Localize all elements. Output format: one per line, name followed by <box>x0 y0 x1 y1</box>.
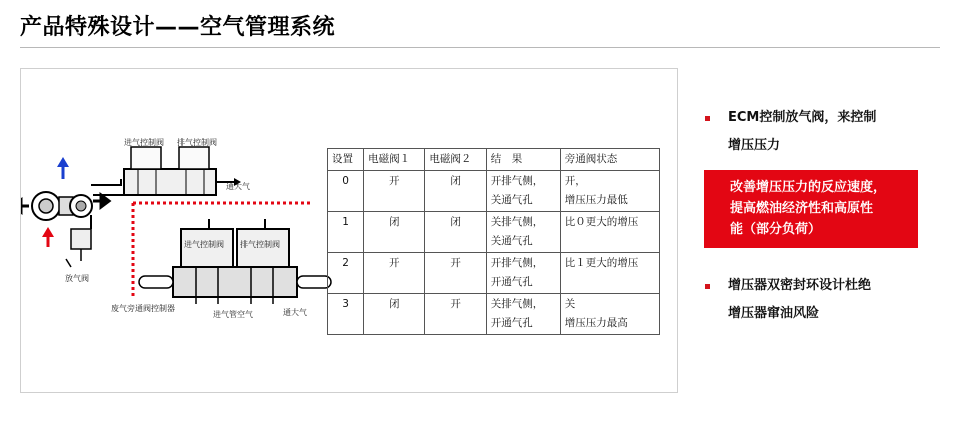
cell-bypass-state <box>560 253 659 294</box>
cell-result-line: 开通气孔 <box>490 276 533 288</box>
cell-state-line: 比０更大的增压 <box>564 216 639 228</box>
top-valve-block <box>124 147 241 195</box>
cell-result <box>486 294 560 335</box>
highlight-callout <box>704 170 918 248</box>
air-management-diagram <box>20 68 678 393</box>
label-intake-pipe-air: 进气管空气 <box>213 310 253 319</box>
cell-valve-2: 开 <box>425 253 486 294</box>
cell-state-line: 增压压力最高 <box>564 317 628 329</box>
label-exhaust-valve: 放气阀 <box>65 274 89 283</box>
header-valve-1: 电磁阀１ <box>364 149 425 171</box>
header-result: 结 果 <box>486 149 560 171</box>
callout-line-2: 提高燃油经济性和高原性 <box>730 201 874 216</box>
cell-result-line: 关排气侧， <box>490 216 544 228</box>
cell-valve-1: 闭 <box>364 212 425 253</box>
cell-bypass-state <box>560 212 659 253</box>
page-title: 产品特殊设计——空气管理系统 <box>20 15 336 40</box>
table-header-row <box>328 149 660 171</box>
bullet-marker-2 <box>705 284 710 289</box>
label-exhaust-valve-top: 排气控制阀 <box>177 138 217 147</box>
label-bypass-controller: 废气旁通阀控制器 <box>111 304 175 313</box>
cell-valve-2: 闭 <box>425 171 486 212</box>
label-intake-valve-top: 进气控制阀 <box>124 138 164 147</box>
header-setting: 设置 <box>328 149 364 171</box>
cell-setting: 3 <box>328 294 364 335</box>
title-divider <box>20 47 940 48</box>
table-row <box>328 212 660 253</box>
label-to-atmosphere-bottom: 通大气 <box>283 308 307 317</box>
valve-state-table <box>327 148 660 335</box>
label-intake-valve-bottom: 进气控制阀 <box>184 240 224 249</box>
turbocharger-illustration <box>32 192 92 220</box>
table-row <box>328 253 660 294</box>
red-up-arrow <box>42 227 54 247</box>
cell-result-line: 关排气侧， <box>490 298 544 310</box>
bullet-marker-1 <box>705 116 710 121</box>
cell-result-line: 开通气孔 <box>490 317 533 329</box>
cell-bypass-state <box>560 171 659 212</box>
cell-state-line: 增压压力最低 <box>564 194 628 206</box>
bullet-text-1-line-2: 增压压力 <box>728 138 781 153</box>
bullet-text-2-line-2: 增压器窜油风险 <box>728 306 820 321</box>
cell-result <box>486 253 560 294</box>
header-bypass-state: 旁通阀状态 <box>560 149 659 171</box>
label-exhaust-valve-bottom: 排气控制阀 <box>240 240 280 249</box>
cell-state-line: 比１更大的增压 <box>564 257 639 269</box>
label-to-atmosphere-top: 通大气 <box>226 182 250 191</box>
cell-valve-2: 闭 <box>425 212 486 253</box>
cell-setting: 0 <box>328 171 364 212</box>
cell-valve-1: 开 <box>364 253 425 294</box>
cell-setting: 2 <box>328 253 364 294</box>
cell-result-line: 关通气孔 <box>490 194 533 206</box>
cell-result <box>486 212 560 253</box>
bottom-valve-assembly <box>139 219 331 304</box>
cell-setting: 1 <box>328 212 364 253</box>
cell-valve-1: 开 <box>364 171 425 212</box>
cell-bypass-state <box>560 294 659 335</box>
bullet-text-2-line-1: 增压器双密封环设计杜绝 <box>728 278 872 293</box>
cell-state-line: 开， <box>564 175 586 187</box>
callout-line-3: 能（部分负荷） <box>730 222 822 237</box>
cell-result-line: 开排气侧， <box>490 175 544 187</box>
table-row <box>328 171 660 212</box>
blue-up-arrow <box>57 157 69 179</box>
cell-result-line: 关通气孔 <box>490 235 533 247</box>
callout-line-1: 改善增压压力的反应速度， <box>730 180 887 195</box>
cell-result-line: 开排气侧， <box>490 257 544 269</box>
header-valve-2: 电磁阀２ <box>425 149 486 171</box>
exhaust-valve-illustration <box>66 229 91 267</box>
cell-result <box>486 171 560 212</box>
cell-state-line: 关 <box>564 298 576 310</box>
cell-valve-2: 开 <box>425 294 486 335</box>
table-row <box>328 294 660 335</box>
bullet-text-1-line-1: ECM控制放气阀，来控制 <box>728 110 877 125</box>
cell-valve-1: 闭 <box>364 294 425 335</box>
